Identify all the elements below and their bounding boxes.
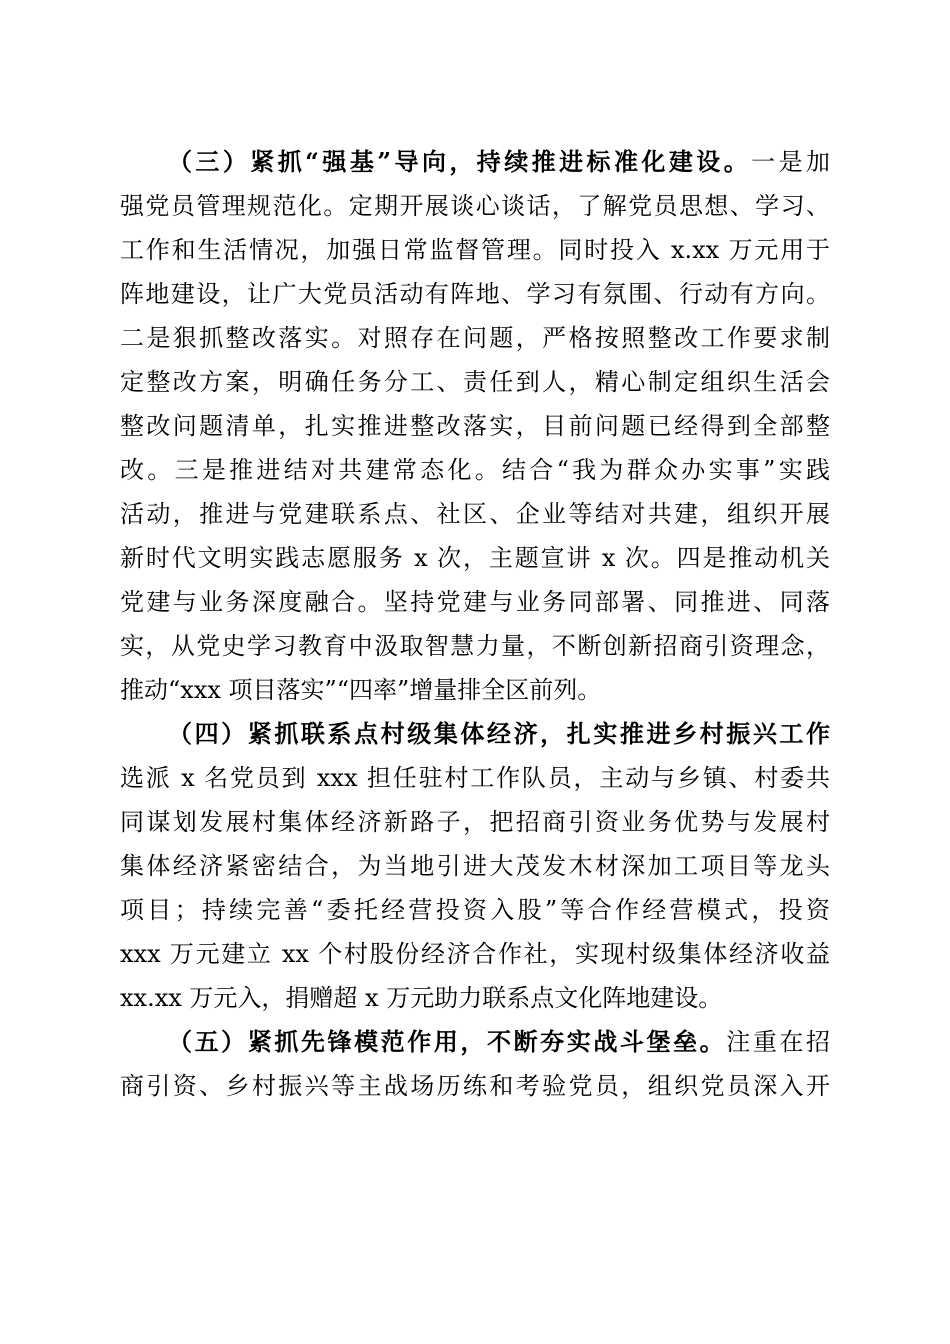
paragraph-3-line: 强党员管理规范化。定期开展谈心谈话，了解党员思想、学习、 (120, 192, 830, 220)
paragraph-3-line: 定整改方案，明确任务分工、责任到人，精心制定组织生活会 (120, 368, 830, 396)
paragraph-4-line: 集体经济紧密结合，为当地引进大茂发木材深加工项目等龙头 (120, 852, 830, 880)
paragraph-3-line: 二是狠抓整改落实。对照存在问题，严格按照整改工作要求制 (120, 324, 830, 352)
paragraph-5-lead-text: 注重在招 (726, 1028, 830, 1056)
paragraph-3-line: 活动，推进与党建联系点、社区、企业等结对共建，组织开展 (120, 500, 830, 528)
paragraph-4-line: 选派 x 名党员到 xxx 担任驻村工作队员，主动与乡镇、村委共 (120, 764, 830, 792)
paragraph-3-line: 阵地建设，让广大党员活动有阵地、学习有氛围、行动有方向。 (120, 280, 830, 308)
paragraph-5-heading: （五）紧抓先锋模范作用，不断夯实战斗堡垒。 (168, 1027, 727, 1056)
paragraph-3-line-1 (168, 142, 830, 182)
paragraph-5-line-1 (168, 1022, 830, 1062)
paragraph-3-line: 党建与业务深度融合。坚持党建与业务同部署、同推进、同落 (120, 588, 830, 616)
paragraph-3-line: 改。三是推进结对共建常态化。结合“我为群众办实事”实践 (120, 456, 830, 484)
paragraph-4-line: xx.xx 万元入，捐赠超 x 万元助力联系点文化阵地建设。 (120, 984, 723, 1012)
paragraph-3-line: 整改问题清单，扎实推进整改落实，目前问题已经得到全部整 (120, 412, 830, 440)
paragraph-4-line: 项目；持续完善“委托经营投资入股”等合作经营模式，投资 (120, 896, 830, 924)
paragraph-3-line: 新时代文明实践志愿服务 x 次，主题宣讲 x 次。四是推动机关 (120, 544, 830, 572)
paragraph-3-line: 推动“xxx 项目落实”“四率”增量排全区前列。 (120, 676, 602, 704)
paragraph-4-heading (168, 714, 830, 754)
paragraph-4-heading-text: （四）紧抓联系点村级集体经济，扎实推进乡村振兴工作 (168, 719, 830, 748)
paragraph-3-line: 实，从党史学习教育中汲取智慧力量，不断创新招商引资理念， (120, 632, 830, 660)
paragraph-3-heading: （三）紧抓“强基”导向，持续推进标准化建设。 (168, 147, 752, 176)
paragraph-3-lead-text: 一是加 (751, 148, 831, 176)
paragraph-4-line: xxx 万元建立 xx 个村股份经济合作社，实现村级集体经济收益 (120, 940, 830, 968)
paragraph-4-line: 同谋划发展村集体经济新路子，把招商引资业务优势与发展村 (120, 808, 830, 836)
paragraph-5-line: 商引资、乡村振兴等主战场历练和考验党员，组织党员深入开 (120, 1072, 830, 1100)
paragraph-3-line: 工作和生活情况，加强日常监督管理。同时投入 x.xx 万元用于 (120, 236, 830, 264)
